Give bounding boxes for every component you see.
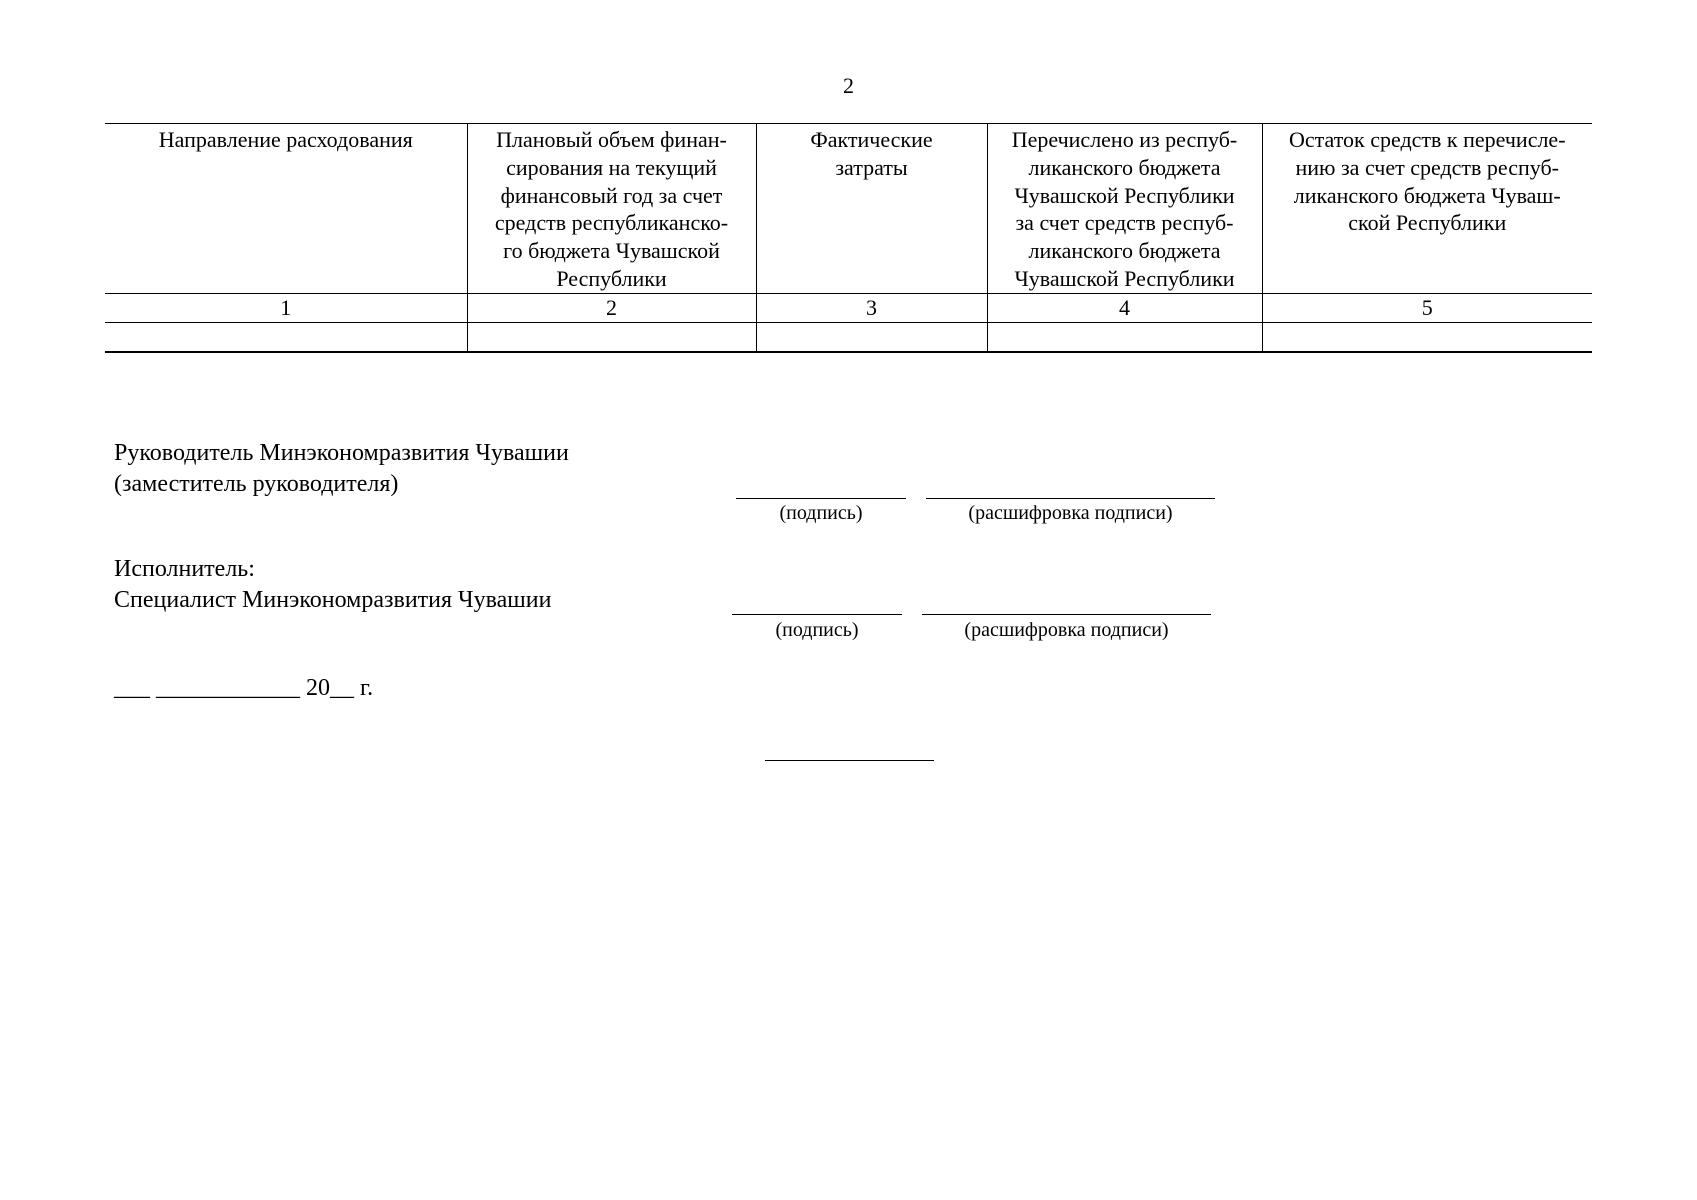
head-signature-title <box>114 438 569 500</box>
table-row <box>105 322 1592 352</box>
column-number: 4 <box>987 293 1262 322</box>
header-spending-direction: Направление расходования <box>105 124 467 294</box>
page-number: 2 <box>843 73 854 98</box>
header-transferred: Перечислено из респуб- ликанского бюджета Чувашской Республики за счет средств респуб- ликанского бюджета Чувашской Республики <box>987 124 1262 294</box>
table-cell <box>1262 322 1592 352</box>
column-number: 3 <box>756 293 987 322</box>
table-header-row <box>105 124 1592 294</box>
head-title-line2: (заместитель руководителя) <box>114 471 399 497</box>
header-actual-costs: Фактические затраты <box>756 124 987 294</box>
executor-title-line1: Исполнитель: <box>114 556 255 582</box>
column-number: 2 <box>467 293 756 322</box>
header-remaining: Остаток средств к перечисле- нию за счет средств респуб- ликанского бюджета Чуваш- ской Республики <box>1262 124 1592 294</box>
expenditure-table <box>105 123 1592 353</box>
head-title-line1: Руководитель Минэкономразвития Чувашии <box>114 440 569 466</box>
executor-signature-line <box>732 614 902 615</box>
executor-signature-title <box>114 554 551 616</box>
head-signature-line <box>736 498 906 499</box>
column-number-row <box>105 293 1592 322</box>
date-field: ___ ____________ 20__ г. <box>114 675 374 701</box>
table-cell <box>756 322 987 352</box>
column-number: 1 <box>105 293 467 322</box>
executor-decoding-caption: (расшифровка подписи) <box>964 619 1169 641</box>
head-decoding-caption: (расшифровка подписи) <box>968 502 1173 524</box>
executor-title-line2: Специалист Минэкономразвития Чувашии <box>114 587 552 613</box>
table-cell <box>467 322 756 352</box>
head-decoding-line <box>926 498 1215 499</box>
table-cell <box>987 322 1262 352</box>
table-cell <box>105 322 467 352</box>
executor-decoding-line <box>922 614 1211 615</box>
header-planned-financing: Плановый объем финан- сирования на текущий финансовый год за счет средств республиканско- го бюджета Чувашской Республики <box>467 124 756 294</box>
executor-signature-caption: (подпись) <box>775 619 859 641</box>
end-divider <box>765 760 934 761</box>
column-number: 5 <box>1262 293 1592 322</box>
head-signature-caption: (подпись) <box>779 502 863 524</box>
